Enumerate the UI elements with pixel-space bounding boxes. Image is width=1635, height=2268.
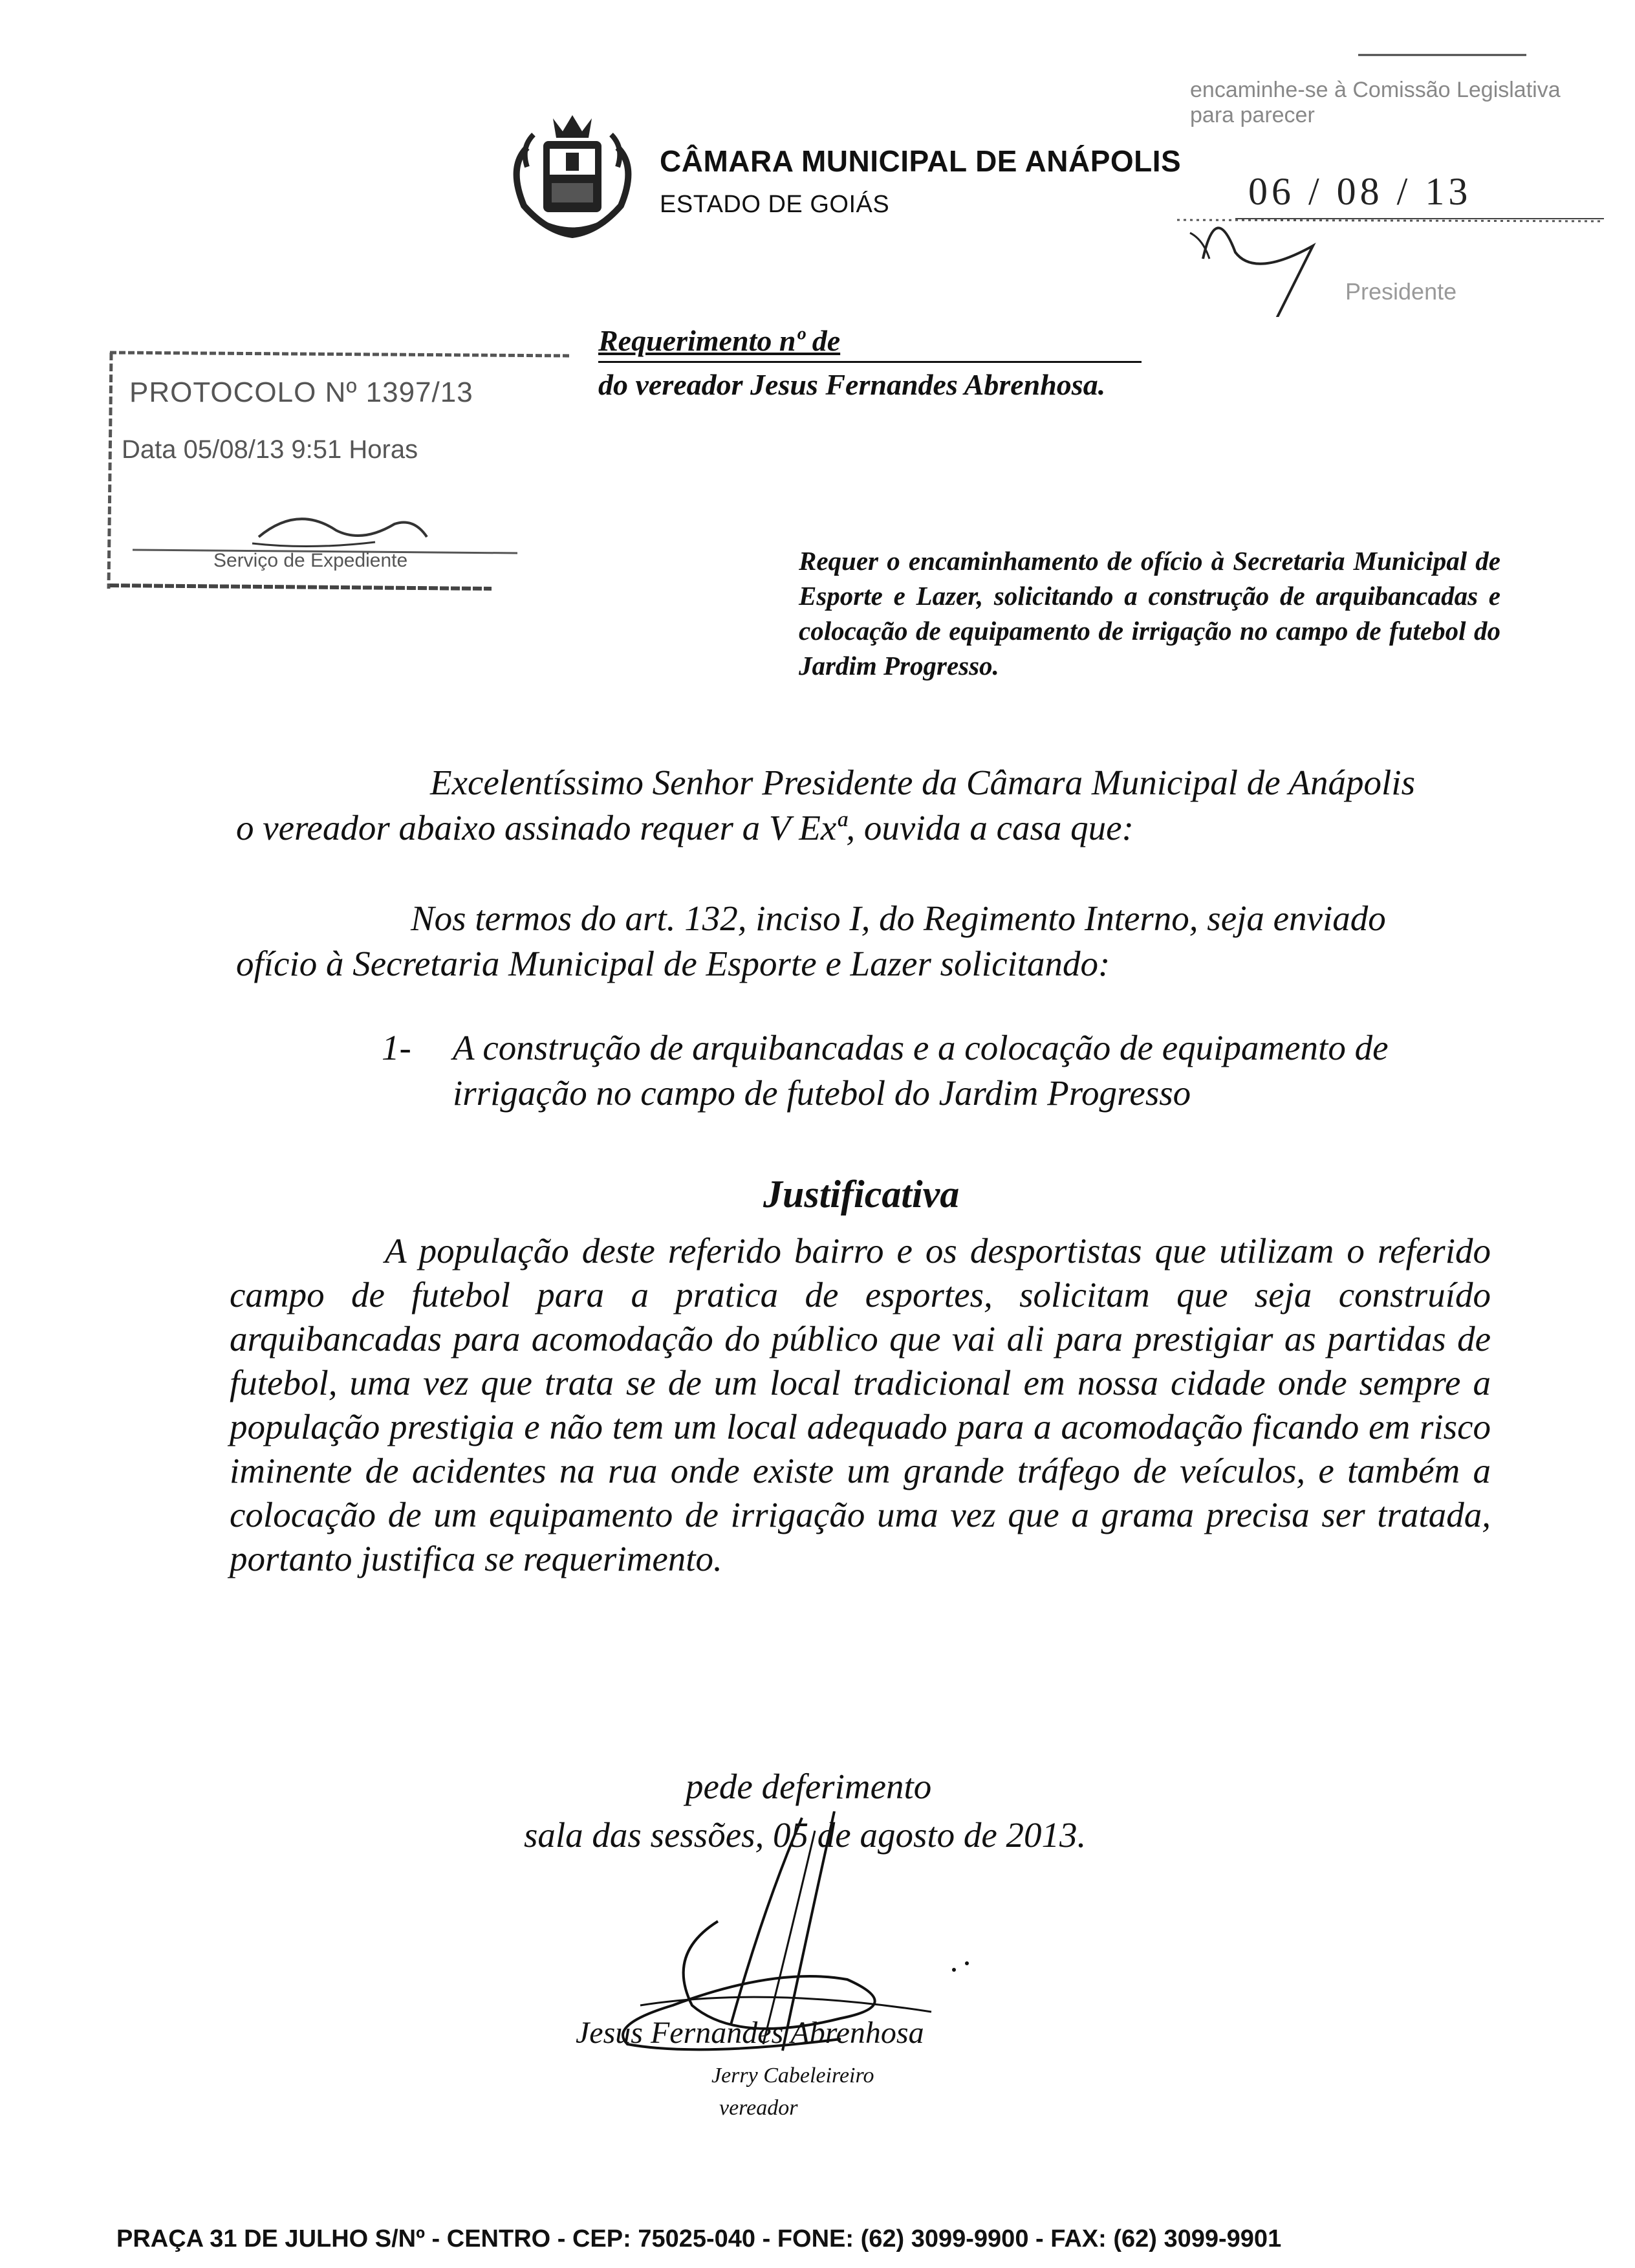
signer-nickname: Jerry Cabeleireiro — [711, 2064, 874, 2088]
request-author: do vereador Jesus Fernandes Abrenhosa. — [598, 368, 1106, 401]
justification-title: Justificativa — [763, 1173, 960, 1216]
justification-text: A população deste referido bairro e os desportistas que utilizam o referido campo de futebol para a pratica de esportes, solicitam que seja construído arquibancadas para acomodação do público que vai ali para prestigiar as partidas de futebol, uma vez que trata se de um local tradicional em nossa cidade onde sempre a população prestigia e não tem um local adequado para a acomodação ficando em risco iminente de acidentes na rua onde existe um grande tráfego de veículos, e também a colocação de um equipamento de irrigação uma vez que a grama precisa ser tratada, portanto justifica se requerimento. — [230, 1231, 1491, 1578]
justification-paragraph — [230, 1229, 1491, 1581]
receipt-stamp-date: 06 / 08 / 13 — [1248, 170, 1472, 213]
protocol-date: Data 05/08/13 9:51 Horas — [122, 435, 418, 464]
footer-address: PRAÇA 31 DE JULHO S/Nº - CENTRO - CEP: 75025-040 - FONE: (62) 3099-9900 - FAX: (62) 3099-9901 — [116, 2225, 1282, 2252]
receipt-stamp-header: encaminhe-se à Comissão Legislativa para parecer — [1190, 78, 1561, 127]
salutation-line-2: o vereador abaixo assinado requer a V Exª, ouvida a casa que: — [236, 808, 1134, 847]
protocol-caption: Serviço de Expediente — [213, 550, 408, 571]
request-line-1: Nos termos do art. 132, inciso I, do Regimento Interno, seja enviado — [411, 899, 1386, 938]
signer-name: Jesus Fernandes Abrenhosa — [576, 2016, 924, 2050]
request-item-text: A construção de arquibancadas e a colocação de equipamento de irrigação no campo de futebol do Jardim Progresso — [453, 1028, 1389, 1113]
request-title-rule — [598, 361, 1142, 363]
closing-request: pede deferimento — [686, 1767, 932, 1806]
closing-place-date: sala das sessões, 05 de agosto de 2013. — [524, 1815, 1087, 1855]
salutation-paragraph — [236, 760, 1488, 851]
request-summary: Requer o encaminhamento de ofício à Secretaria Municipal de Esporte e Lazer, solicitando a construção de arquibancadas e colocação de equipamento de irrigação no campo de futebol do Jardim Progresso. — [799, 546, 1500, 681]
org-name: CÂMARA MUNICIPAL DE ANÁPOLIS — [660, 144, 1182, 178]
request-paragraph — [236, 896, 1488, 987]
coat-of-arms-icon — [501, 109, 644, 238]
protocol-number: PROTOCOLO Nº 1397/13 — [129, 376, 473, 408]
salutation-line-1: Excelentíssimo Senhor Presidente da Câmara Municipal de Anápolis — [430, 763, 1415, 802]
request-title: Requerimento nº de — [598, 324, 841, 357]
receipt-stamp-caption: Presidente — [1345, 278, 1457, 305]
request-item-number: 1- — [382, 1028, 411, 1067]
request-item — [382, 1025, 1488, 1116]
signer-role: vereador — [719, 2096, 798, 2120]
org-state: ESTADO DE GOIÁS — [660, 191, 890, 218]
request-line-2: ofício à Secretaria Municipal de Esporte e Lazer solicitando: — [236, 944, 1110, 983]
